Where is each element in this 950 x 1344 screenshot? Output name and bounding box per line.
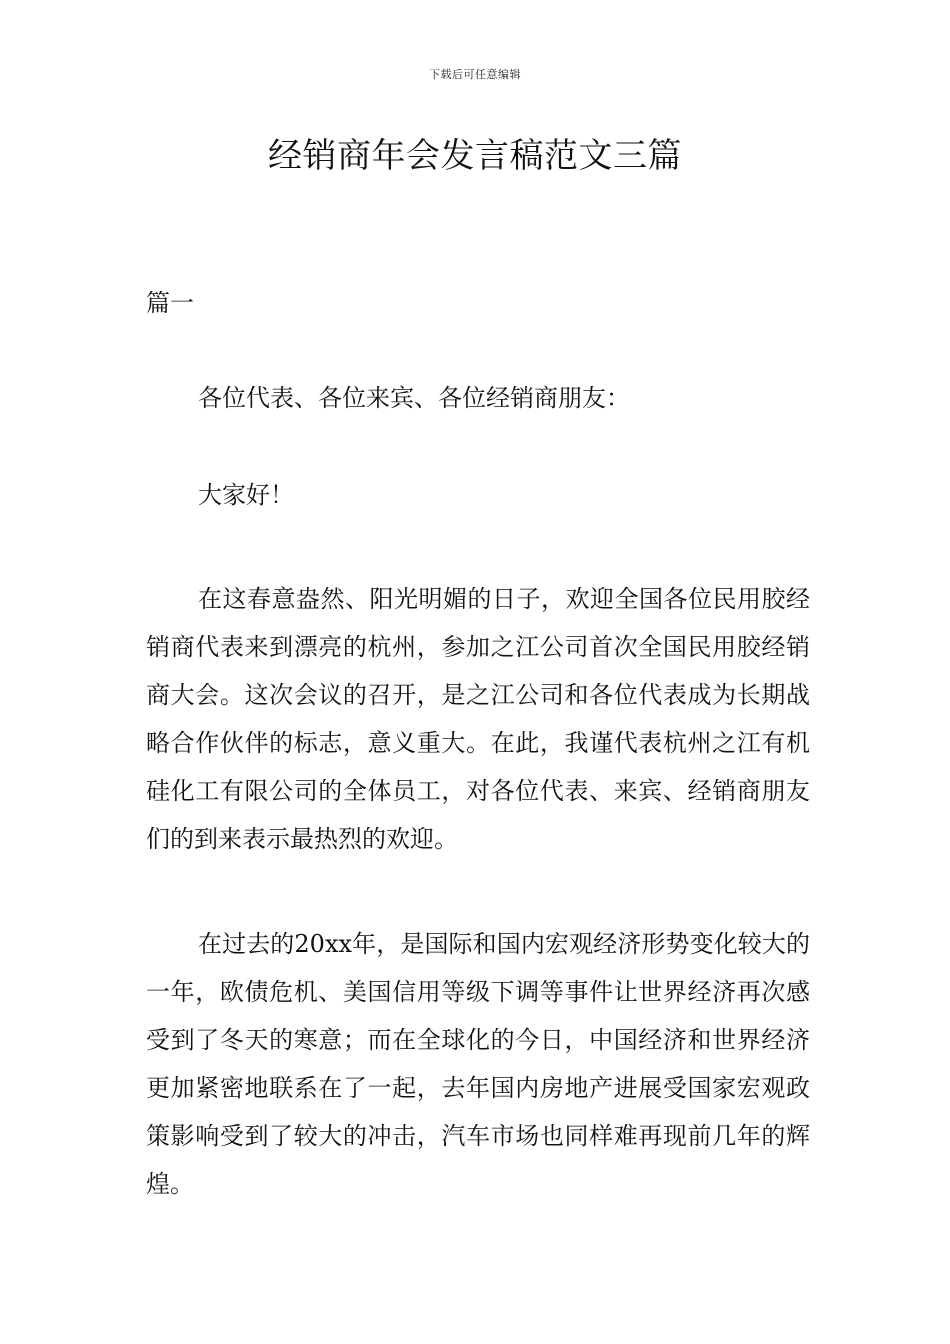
body-paragraph-1: 在这春意盎然、阳光明媚的日子，欢迎全国各位民用胶经销商代表来到漂亮的杭州，参加之江公司首次全国民用胶经销商大会。这次会议的召开，是之江公司和各位代表成为长期战略合作伙伴的标志，意义重大。在此，我谨代表杭州之江有机硅化工有限公司的全体员工，对各位代表、来宾、经销商朋友们的到来表示最热烈的欢迎。 bbox=[146, 585, 810, 853]
header-note: 下载后可任意编辑 bbox=[429, 68, 521, 81]
section-label: 篇一 bbox=[146, 289, 194, 317]
greeting-paragraph: 大家好！ bbox=[198, 481, 294, 509]
document-title: 经销商年会发言稿范文三篇 bbox=[268, 136, 682, 176]
salutation-paragraph: 各位代表、各位来宾、各位经销商朋友： bbox=[198, 384, 630, 412]
body-paragraph-2: 在过去的20xx年，是国际和国内宏观经济形势变化较大的一年，欧债危机、美国信用等级下调等事件让世界经济再次感受到了冬天的寒意；而在全球化的今日，中国经济和世界经济更加紧密地联系在了一起，去年国内房地产进展受国家宏观政策影响受到了较大的冲击，汽车市场也同样难再现前几年的辉煌。 bbox=[146, 930, 810, 1198]
